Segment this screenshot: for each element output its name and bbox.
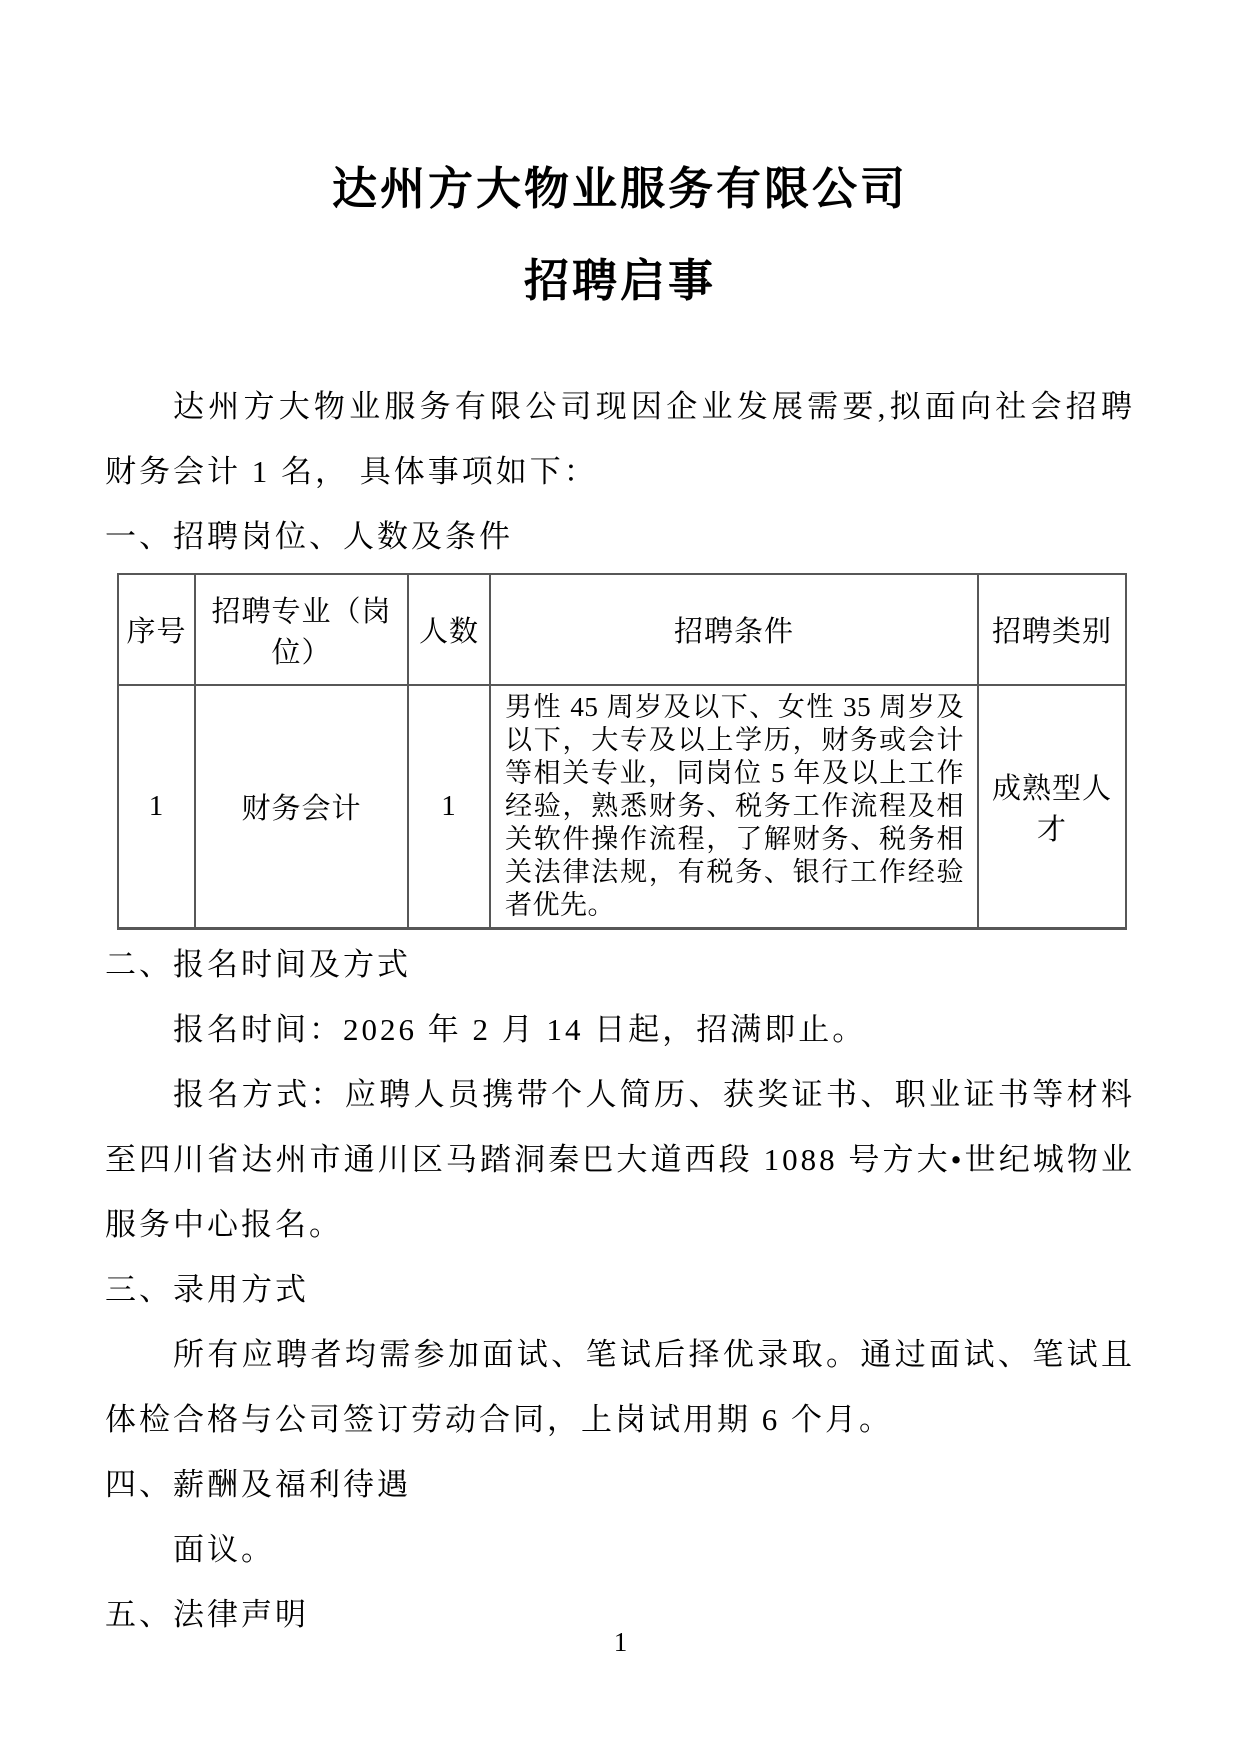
section-heading-positions: 一、招聘岗位、人数及条件 — [105, 519, 513, 554]
paragraph-hiring-process: 所有应聘者均需参加面试、笔试后择优录取。通过面试、笔试且体检合格与公司签订劳动合同，上岗试用期 6 个月。 — [105, 1337, 1135, 1437]
section-heading-salary: 四、薪酬及福利待遇 — [105, 1467, 411, 1502]
column-header-conditions: 招聘条件 — [490, 574, 978, 685]
table-row — [118, 685, 1126, 929]
document-title: 达州方大物业服务有限公司 — [331, 164, 908, 214]
paragraph-signup-method: 报名方式：应聘人员携带个人简历、获奖证书、职业证书等材料至四川省达州市通川区马踏洞秦巴大道西段 1088 号方大•世纪城物业服务中心报名。 — [105, 1077, 1135, 1242]
column-header-category: 招聘类别 — [978, 574, 1126, 685]
paragraph-signup-time: 报名时间：2026 年 2 月 14 日起，招满即止。 — [173, 1012, 867, 1047]
column-header-position: 招聘专业（岗位） — [195, 574, 408, 685]
table-header-row — [118, 574, 1126, 685]
cell-headcount: 1 — [408, 685, 490, 929]
cell-conditions: 男性 45 周岁及以下、女性 35 周岁及以下，大专及以上学历，财务或会计等相关专业，同岗位 5 年及以上工作经验，熟悉财务、税务工作流程及相关软件操作流程，了解财务、税务相关法律法规，有税务、银行工作经验者优先。 — [490, 685, 978, 929]
cell-serial-number: 1 — [118, 685, 195, 929]
page-number: 1 — [613, 1627, 628, 1657]
document-subtitle: 招聘启事 — [523, 256, 716, 306]
column-header-headcount: 人数 — [408, 574, 490, 685]
recruitment-table — [117, 573, 1127, 930]
cell-category: 成熟型人才 — [978, 685, 1126, 929]
section-heading-signup: 二、报名时间及方式 — [105, 947, 411, 982]
section-heading-hiring: 三、录用方式 — [105, 1272, 309, 1307]
column-header-serial-number: 序号 — [118, 574, 195, 685]
intro-paragraph: 达州方大物业服务有限公司现因企业发展需要,拟面向社会招聘财务会计 1 名， 具体事项如下： — [105, 389, 1135, 489]
section-heading-legal: 五、法律声明 — [105, 1597, 309, 1632]
paragraph-salary: 面议。 — [173, 1532, 275, 1567]
cell-position: 财务会计 — [195, 685, 408, 929]
